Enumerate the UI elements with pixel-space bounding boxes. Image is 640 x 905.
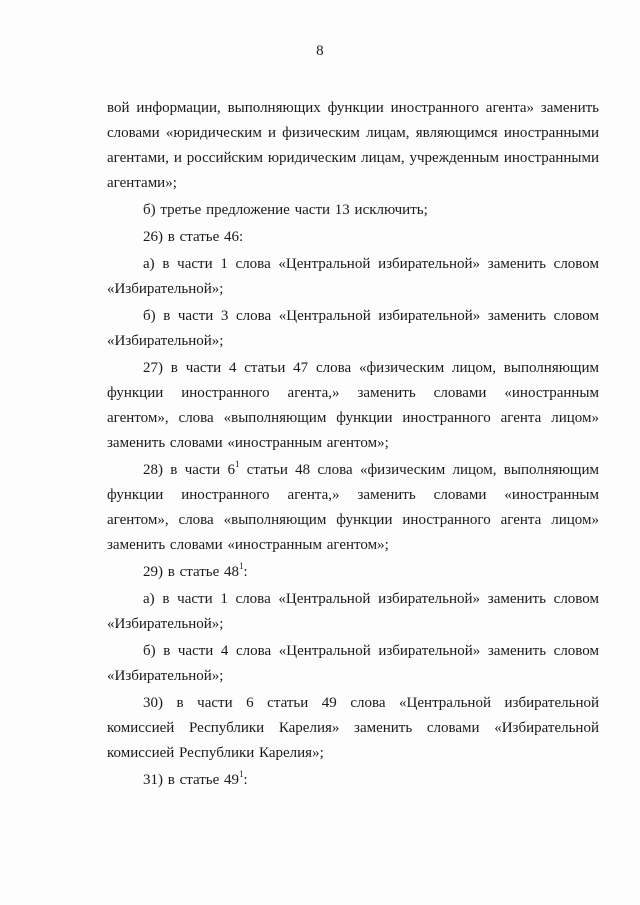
- paragraph-item-31-rest: :: [243, 772, 248, 788]
- page-number: 8: [316, 43, 324, 59]
- paragraph-continuation: вой информации, выполняющих функции иностранного агента» заменить словами «юридическим и физическим лицам, являющимся иностранными агентами, и российским юридическим лицам, учрежденным иностранными агентами»;: [107, 100, 599, 191]
- superscript-marker: 1: [234, 459, 240, 469]
- paragraph-item-31-start: 31) в статье 49: [143, 772, 240, 788]
- paragraph-item-29-a: а) в части 1 слова «Центральной избирательной» заменить словом «Избирательной»;: [107, 591, 599, 632]
- paragraph-item-31: [107, 768, 599, 793]
- paragraph-item-26-a: а) в части 1 слова «Центральной избирательной» заменить словом «Избирательной»;: [107, 256, 599, 297]
- paragraph-item-30: 30) в части 6 статьи 49 слова «Центральной избирательной комиссией Республики Карелия» заменить словами «Избирательной комиссией Республики Карелия»;: [107, 695, 599, 761]
- paragraph-item-b-part-13: б) третье предложение части 13 исключить;: [143, 202, 428, 218]
- document-body: [107, 96, 599, 795]
- paragraph-item-28-rest: статьи 48 слова «физическим лицом, выполняющим функции иностранного агента,» заменить словами «иностранным агентом», слова «выполняющим функции иностранного агента лицом» заменить словами «иностранным агентом»;: [107, 462, 599, 553]
- paragraph-item-29-b: б) в части 4 слова «Центральной избирательной» заменить словом «Избирательной»;: [107, 643, 599, 684]
- paragraph-item-28: [107, 458, 599, 558]
- paragraph-item-27: 27) в части 4 статьи 47 слова «физическим лицом, выполняющим функции иностранного агента,» заменить словами «иностранным агентом», слова «выполняющим функции иностранного агента лицом» заменить словами «иностранным агентом»;: [107, 360, 599, 451]
- paragraph-item-26: 26) в статье 46:: [143, 229, 244, 245]
- paragraph-item-29: [107, 560, 599, 585]
- paragraph-item-28-start: 28) в части 6: [143, 462, 235, 478]
- paragraph-item-29-start: 29) в статье 48: [143, 564, 240, 580]
- paragraph-item-29-rest: :: [243, 564, 248, 580]
- superscript-marker: 1: [239, 769, 244, 779]
- superscript-marker: 1: [239, 561, 244, 571]
- paragraph-item-26-b: б) в части 3 слова «Центральной избирательной» заменить словом «Избирательной»;: [107, 308, 599, 349]
